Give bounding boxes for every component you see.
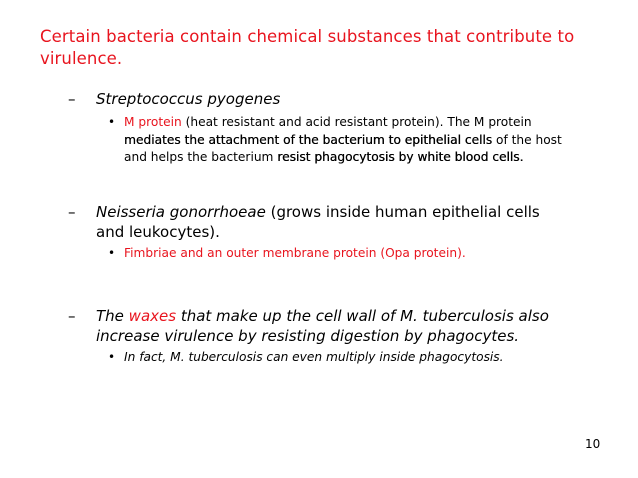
dash-marker-2: – bbox=[68, 203, 76, 221]
item-1-heading: Streptococcus pyogenes bbox=[96, 90, 281, 108]
waxes-term: waxes bbox=[128, 307, 177, 325]
dash-marker-3: – bbox=[68, 307, 76, 325]
item-1-detail-part-a: (heat resistant and acid resistant protein). The M protein bbox=[181, 115, 532, 129]
item-3-detail: In fact, M. tuberculosis can even multiply inside phagocytosis. bbox=[124, 350, 504, 364]
item-1-detail bbox=[124, 114, 564, 167]
item-3-post: that make up the cell wall of M. tuberculosis also increase virulence by resisting digestion by phagocytes. bbox=[96, 307, 549, 345]
dash-marker-1: – bbox=[68, 90, 76, 108]
bullet-marker-2: • bbox=[108, 246, 116, 260]
neisseria-name: Neisseria gonorrhoeae bbox=[96, 203, 266, 221]
item-2-heading bbox=[96, 203, 541, 242]
page-number: 10 bbox=[585, 437, 601, 451]
bullet-marker-3: • bbox=[108, 350, 116, 364]
item-2-detail: Fimbriae and an outer membrane protein (Opa protein). bbox=[124, 246, 466, 260]
bullet-marker-1: • bbox=[108, 115, 116, 129]
item-2-heading-rest: (grows inside human epithelial cells and leukocytes). bbox=[96, 203, 540, 241]
slide-title: Certain bacteria contain chemical substances that contribute to virulence. bbox=[40, 27, 575, 68]
item-1-detail-part-c: of the host and helps the bacterium bbox=[124, 132, 562, 164]
item-3-pre: The bbox=[96, 307, 129, 325]
item-1-detail-part-d: resist phagocytosis by white blood cells. bbox=[277, 150, 524, 164]
m-protein-term: M protein bbox=[124, 115, 182, 129]
item-3-heading bbox=[96, 307, 566, 346]
item-1-detail-part-b: mediates the attachment of the bacterium to epithelial cells bbox=[124, 132, 493, 147]
